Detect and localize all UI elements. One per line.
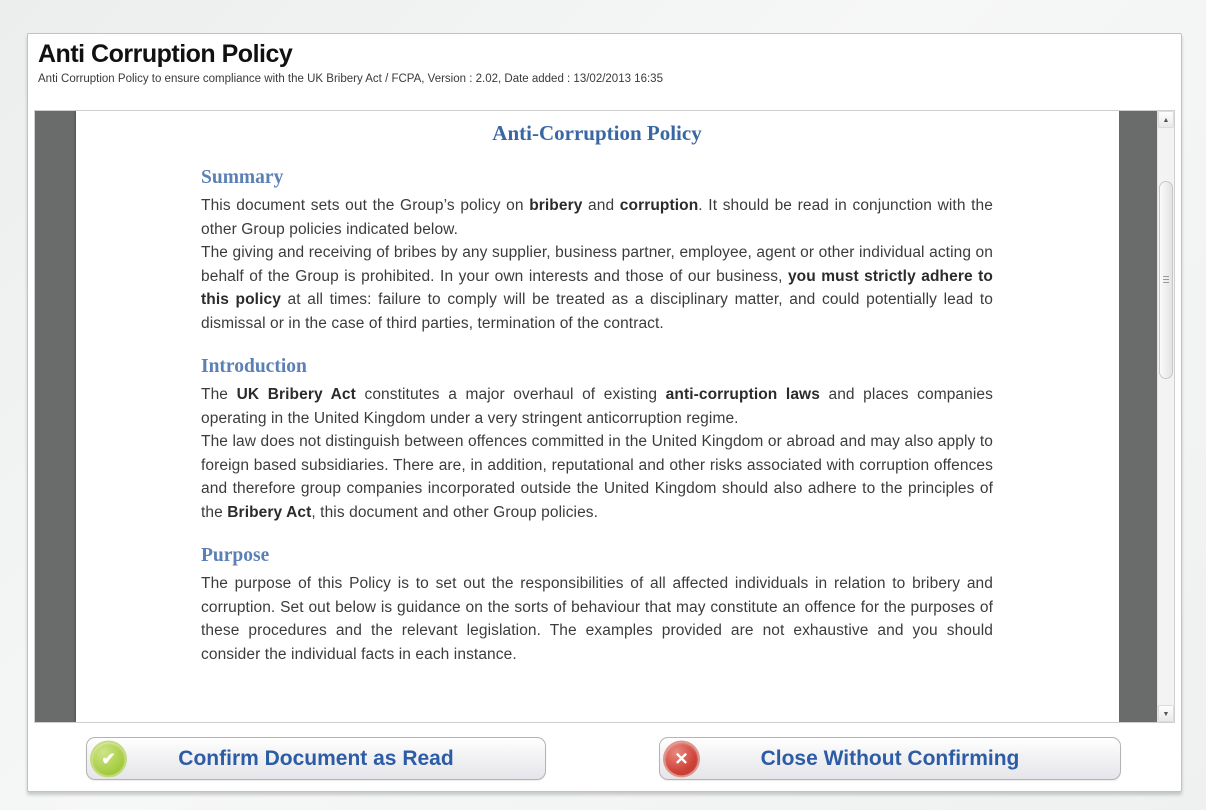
dialog-header xyxy=(38,40,1171,85)
scroll-down-icon[interactable]: ▼ xyxy=(1158,705,1174,722)
check-icon: ✔ xyxy=(92,742,125,775)
dialog-subtitle: Anti Corruption Policy to ensure compliance with the UK Bribery Act / FCPA, Version : 2.02, Date added : 13/02/2013 16:35 xyxy=(38,73,663,85)
dialog-title: Anti Corruption Policy xyxy=(38,40,293,68)
scroll-up-icon[interactable]: ▲ xyxy=(1158,111,1174,128)
paragraph: The purpose of this Policy is to set out the responsibilities of all affected individuals in relation to bribery and corruption. Set out below is guidance on the sorts of behaviour that may constitute an offence for the purposes of these procedures and the relevant legislation. The examples provided are not exhaustive and you should consider the individual facts in each instance. xyxy=(201,575,993,663)
paragraph: The law does not distinguish between offences committed in the United Kingdom or abroad and may also apply to foreign based subsidiaries. There are, in addition, reputational and other risks associated with corruption offences and therefore group companies incorporated outside the United Kingdom should also adhere to the principles of the Bribery Act, this document and other Group policies. xyxy=(201,433,993,521)
vertical-scrollbar[interactable] xyxy=(1157,111,1174,722)
document-review-dialog xyxy=(27,33,1182,792)
document-page xyxy=(76,111,1119,722)
section-heading: Purpose xyxy=(201,545,270,566)
scrollbar-thumb[interactable] xyxy=(1159,181,1173,379)
close-icon: ✕ xyxy=(665,742,698,775)
section-heading: Summary xyxy=(201,167,284,188)
confirm-document-as-read-button[interactable] xyxy=(86,737,546,780)
confirm-button-label: Confirm Document as Read xyxy=(178,746,454,770)
document-content xyxy=(76,111,1119,666)
scrollbar-grip-icon xyxy=(1163,276,1169,284)
section-heading: Introduction xyxy=(201,356,307,377)
paragraph: The UK Bribery Act constitutes a major overhaul of existing anti-corruption laws and places companies operating in the United Kingdom under a very stringent anticorruption regime. xyxy=(201,386,993,427)
document-viewer xyxy=(34,110,1175,723)
document-title: Anti-Corruption Policy xyxy=(492,121,702,145)
paragraph: This document sets out the Group’s policy on bribery and corruption. It should be read in conjunction with the other Group policies indicated below. xyxy=(201,197,993,238)
close-without-confirming-button[interactable] xyxy=(659,737,1121,780)
paragraph: The giving and receiving of bribes by any supplier, business partner, employee, agent or other individual acting on behalf of the Group is prohibited. In your own interests and those of our business, you must strictly adhere to this policy at all times: failure to comply will be treated as a disciplinary matter, and could potentially lead to dismissal or in the case of third parties, termination of the contract. xyxy=(201,244,993,332)
close-button-label: Close Without Confirming xyxy=(760,746,1020,770)
